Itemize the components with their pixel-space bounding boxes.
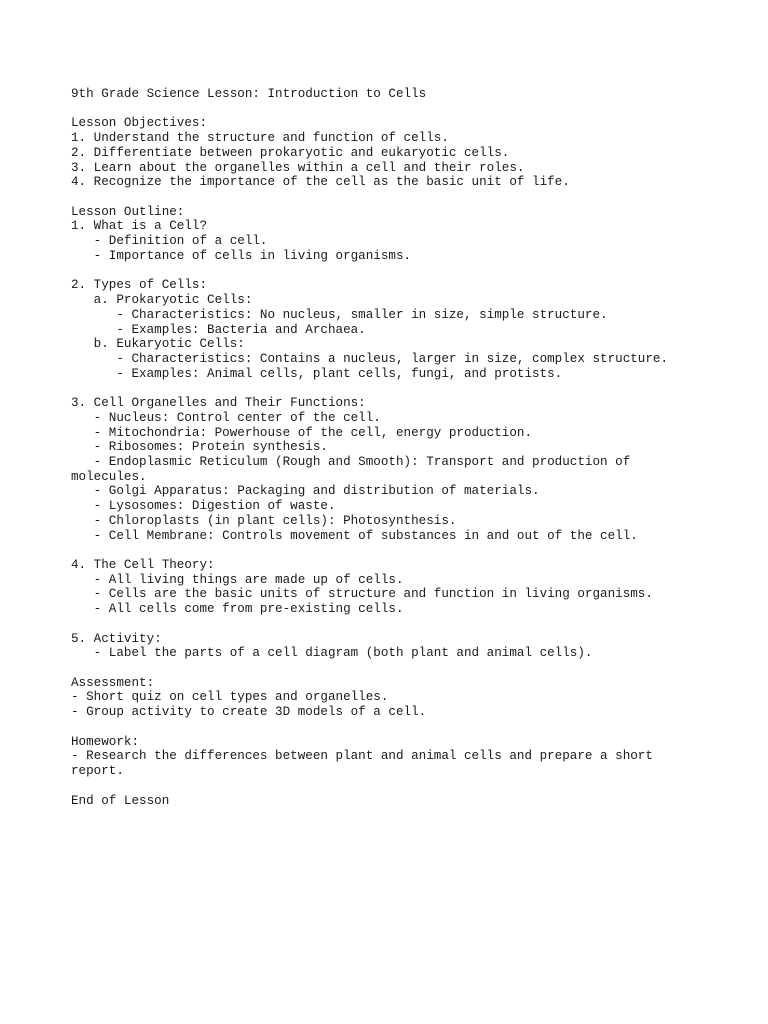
closing-line: End of Lesson — [71, 793, 170, 808]
blank-line — [71, 720, 711, 735]
homework-heading: Homework: — [71, 734, 140, 749]
outline-item: - Golgi Apparatus: Packaging and distribution of materials. — [71, 484, 540, 499]
outline-heading: Lesson Outline: — [71, 204, 185, 219]
objective-item: 4. Recognize the importance of the cell as the basic unit of life. — [71, 175, 570, 190]
objective-item: 1. Understand the structure and function of cells. — [71, 131, 449, 146]
outline-item: - Label the parts of a cell diagram (both plant and animal cells). — [71, 646, 593, 661]
objective-item: 3. Learn about the organelles within a cell and their roles. — [71, 160, 525, 175]
blank-line — [71, 102, 711, 117]
objective-item: 2. Differentiate between prokaryotic and eukaryotic cells. — [71, 145, 510, 160]
outline-item: - Importance of cells in living organisms. — [71, 248, 412, 263]
objectives-heading: Lesson Objectives: — [71, 116, 208, 131]
outline-item: - Cell Membrane: Controls movement of substances in and out of the cell. — [71, 528, 638, 543]
homework-item: - Research the differences between plant and animal cells and prepare a short — [71, 749, 653, 764]
blank-line — [71, 779, 711, 794]
outline-item: - Definition of a cell. — [71, 234, 268, 249]
assessment-item: - Short quiz on cell types and organelles. — [71, 690, 389, 705]
outline-section-title: 4. The Cell Theory: — [71, 558, 215, 572]
outline-subheading: b. Eukaryotic Cells: — [71, 337, 245, 352]
outline-item: - Chloroplasts (in plant cells): Photosynthesis. — [71, 513, 457, 528]
homework-item-continuation: report. — [71, 764, 124, 779]
assessment-heading: Assessment: — [71, 675, 155, 690]
blank-line — [71, 543, 711, 558]
outline-item: - Examples: Animal cells, plant cells, fungi, and protists. — [71, 366, 563, 381]
assessment-item: - Group activity to create 3D models of a cell. — [71, 705, 427, 720]
outline-item: - Characteristics: Contains a nucleus, larger in size, complex structure. — [71, 351, 669, 366]
outline-item: - Nucleus: Control center of the cell. — [71, 410, 381, 425]
outline-item: - Characteristics: No nucleus, smaller in size, simple structure. — [71, 307, 608, 322]
outline-item: - Ribosomes: Protein synthesis. — [71, 440, 328, 455]
outline-section-title: 2. Types of Cells: — [71, 278, 208, 293]
outline-item: - All cells come from pre-existing cells. — [71, 602, 404, 617]
outline-item: - Mitochondria: Powerhouse of the cell, energy production. — [71, 425, 533, 440]
outline-section-title: 1. What is a Cell? — [71, 219, 208, 234]
document-title: 9th Grade Science Lesson: Introduction to Cells — [71, 87, 427, 101]
blank-line — [71, 264, 711, 279]
blank-line — [71, 381, 711, 396]
outline-item: - Endoplasmic Reticulum (Rough and Smooth): Transport and production of — [71, 454, 631, 469]
outline-item: - All living things are made up of cells. — [71, 572, 404, 587]
outline-item-continuation: molecules. — [71, 469, 147, 484]
outline-item: - Lysosomes: Digestion of waste. — [71, 499, 336, 514]
outline-subheading: a. Prokaryotic Cells: — [71, 293, 253, 308]
blank-line — [71, 190, 711, 205]
outline-item: - Examples: Bacteria and Archaea. — [71, 322, 366, 337]
outline-section-title: 5. Activity: — [71, 631, 162, 646]
lesson-plan-text — [71, 87, 711, 808]
blank-line — [71, 661, 711, 676]
blank-line — [71, 617, 711, 632]
outline-section-title: 3. Cell Organelles and Their Functions: — [71, 396, 366, 411]
outline-item: - Cells are the basic units of structure and function in living organisms. — [71, 587, 653, 602]
